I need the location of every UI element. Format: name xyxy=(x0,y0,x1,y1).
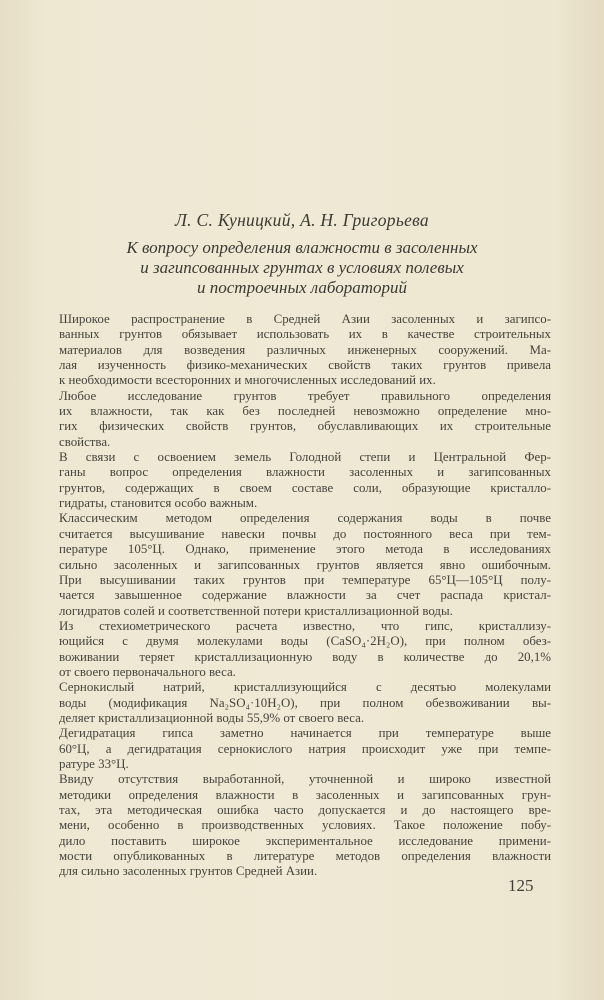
text-line: деляет кристаллизационной воды 55,9% от своего веса. xyxy=(59,710,365,725)
text-line: лая изученность физико-механических свойств таких грунтов привела xyxy=(59,358,551,373)
text-line: от своего первоначального веса. xyxy=(59,664,236,679)
text-line: 60°Ц, а дегидратация сернокислого натрия происходит уже при темпе- xyxy=(59,741,551,756)
text-line: мости опубликованных в литературе методов определения влажности xyxy=(59,849,551,864)
text-line: Широкое распространение в Средней Азии засоленных и загипсо- xyxy=(59,312,551,326)
paragraph xyxy=(59,619,551,680)
text-line: гидраты, становится особо важным. xyxy=(59,496,258,511)
text-line: чается завышенное содержание влажности за счет распада кристал- xyxy=(59,588,551,603)
text-line: В связи с освоением земель Голодной степи и Центральной Фер- xyxy=(59,450,551,465)
text-line: воды (модификация Na₂SO₄·10H₂O), при полном обезвоживании вы- xyxy=(59,695,551,710)
text-line: грунтов, содержащих в своем составе соли, образующие кристалло- xyxy=(59,480,551,495)
article-body xyxy=(59,312,551,880)
text-line: дило поставить широкое экспериментальное исследование примени- xyxy=(59,833,551,848)
title-line: и загипсованных грунтах в условиях полевых xyxy=(140,258,464,277)
text-line: При высушивании таких грунтов при температуре 65°Ц—105°Ц полу- xyxy=(59,572,551,587)
text-line: Любое исследование грунтов требует правильного определения xyxy=(59,388,551,403)
text-line: мени, особенно в производственных условиях. Такое положение побу- xyxy=(59,818,551,833)
authors-line: Л. С. Куницкий, А. Н. Григорьева xyxy=(175,210,429,230)
text-line: их влажности, так как без последней невозможно определение мно- xyxy=(59,404,551,419)
paragraph xyxy=(59,680,551,726)
text-line: методики определения влажности в засоленных и загипсованных грун- xyxy=(59,787,551,802)
text-line: ванных грунтов обязывает использовать их в качестве строительных xyxy=(59,327,551,342)
text-line: сильно засоленных и загипсованных грунтов является явно ошибочным. xyxy=(59,557,551,572)
text-line: для сильно засоленных грунтов Средней Азии. xyxy=(59,864,318,879)
paragraph xyxy=(59,772,551,879)
title-line: К вопросу определения влажности в засоленных xyxy=(126,238,478,257)
text-line: логидратов солей и соответственной потери кристаллизационной воды. xyxy=(59,603,453,618)
text-line: пературе 105°Ц. Однако, применение этого метода в исследованиях xyxy=(59,542,551,557)
text-line: Классическим методом определения содержания воды в почве xyxy=(59,511,551,526)
text-line: к необходимости всесторонних и многочисленных исследований их. xyxy=(59,373,436,388)
title-line: и построечных лабораторий xyxy=(197,278,407,297)
text-line: свойства. xyxy=(59,434,111,449)
page-number: 125 xyxy=(508,876,534,895)
text-line: тах, эта методическая ошибка часто допускается и до настоящего вре- xyxy=(59,803,551,817)
text-line: воживании теряет кристаллизационную воду в количестве до 20,1% xyxy=(59,649,551,664)
paragraph xyxy=(59,389,551,450)
text-line: Дегидратация гипса заметно начинается при температуре выше xyxy=(59,726,551,741)
text-line: считается высушивание навески почвы до постоянного веса при тем- xyxy=(59,526,551,541)
text-line: Ввиду отсутствия выработанной, уточненной и широко известной xyxy=(59,772,551,787)
text-line: Из стехиометрического расчета известно, что гипс, кристаллизу- xyxy=(59,618,551,633)
text-line: материалов для возведения различных инженерных сооружений. Ма- xyxy=(59,342,551,357)
text-line: ющийся с двумя молекулами воды (CaSO₄·2H₂O), при полном обез- xyxy=(59,634,551,649)
text-line: гих физических свойств грунтов, обуславливающих их строительные xyxy=(59,419,551,434)
paragraph xyxy=(59,511,551,618)
text-line: ратуре 33°Ц. xyxy=(59,756,129,771)
paragraph xyxy=(59,312,551,389)
article-title xyxy=(80,238,524,298)
paragraph xyxy=(59,726,551,772)
text-line: Сернокислый натрий, кристаллизующийся с десятью молекулами xyxy=(59,680,551,695)
text-line: ганы вопрос определения влажности засоленных и загипсованных xyxy=(59,465,551,480)
paragraph xyxy=(59,450,551,511)
